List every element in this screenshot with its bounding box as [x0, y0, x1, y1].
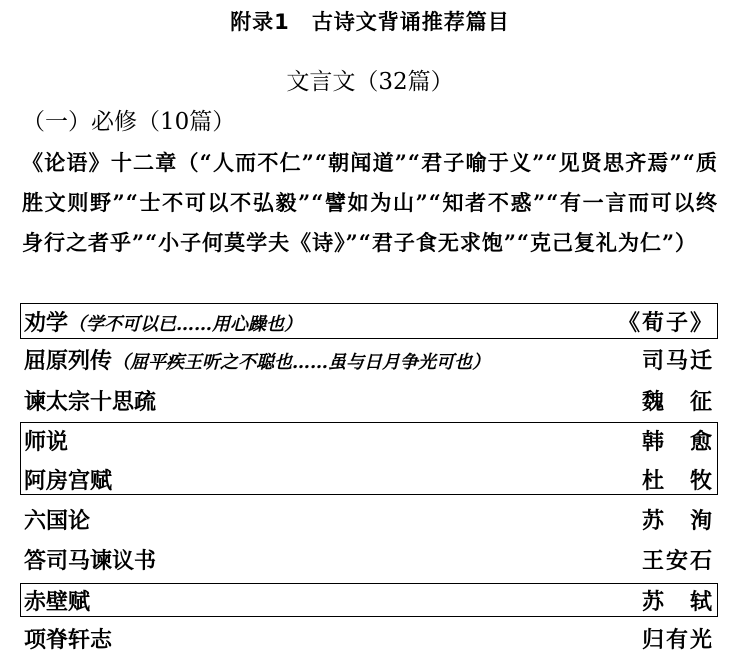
work-row: [24, 382, 714, 418]
lunyu-paragraph: 《论语》十二章（“人而不仁”“朝闻道”“君子喻于义”“见贤思齐焉”“质胜文则野”“士不可以不弘毅”“譬如为山”“知者不惑”“有一言而可以终身行之者乎”“小子何莫学夫《诗》”“君子食无求饱”“克己复礼为仁”）: [22, 150, 718, 255]
work-author: 王安石: [641, 547, 714, 574]
work-author: 苏 轼: [641, 588, 714, 615]
work-title: 师说: [24, 428, 69, 455]
work-author: 归有光: [641, 626, 714, 653]
work-note: （屈平疾王听之不聪也……虽与日月争光可也）: [112, 351, 491, 373]
work-author: 《荀子》: [617, 309, 714, 336]
work-title: 阿房宫赋: [24, 467, 113, 494]
work-title: 屈原列传（屈平疾王听之不聪也……虽与日月争光可也）: [24, 347, 491, 374]
work-row: [24, 422, 714, 458]
work-row: [24, 461, 714, 497]
work-author: 杜 牧: [641, 467, 714, 494]
work-author: 苏 洵: [641, 507, 714, 534]
work-row: [24, 341, 714, 377]
work-title: 赤壁赋: [24, 588, 91, 615]
work-author: 韩 愈: [641, 428, 714, 455]
work-title: 谏太宗十思疏: [24, 388, 157, 415]
work-row: [24, 620, 714, 656]
appendix-title: [0, 6, 740, 36]
work-row: [24, 582, 714, 618]
work-row: [24, 541, 714, 577]
work-row: [24, 501, 714, 537]
appendix-heading: 古诗文背诵推荐篇目: [311, 10, 510, 34]
work-row: [24, 303, 714, 339]
work-title: 六国论: [24, 507, 91, 534]
work-title: 劝学（学不可以已……用心躁也）: [24, 309, 303, 336]
work-author: 司马迁: [641, 347, 714, 374]
work-author: 魏 征: [641, 388, 714, 415]
work-title: 答司马谏议书: [24, 547, 157, 574]
appendix-label: 附录1: [230, 10, 290, 34]
subsection-title: （一）必修（10篇）: [22, 109, 236, 135]
work-note: （学不可以已……用心躁也）: [68, 313, 303, 335]
section-title: 文言文（32篇）: [286, 69, 454, 95]
work-title: 项脊轩志: [24, 626, 113, 653]
